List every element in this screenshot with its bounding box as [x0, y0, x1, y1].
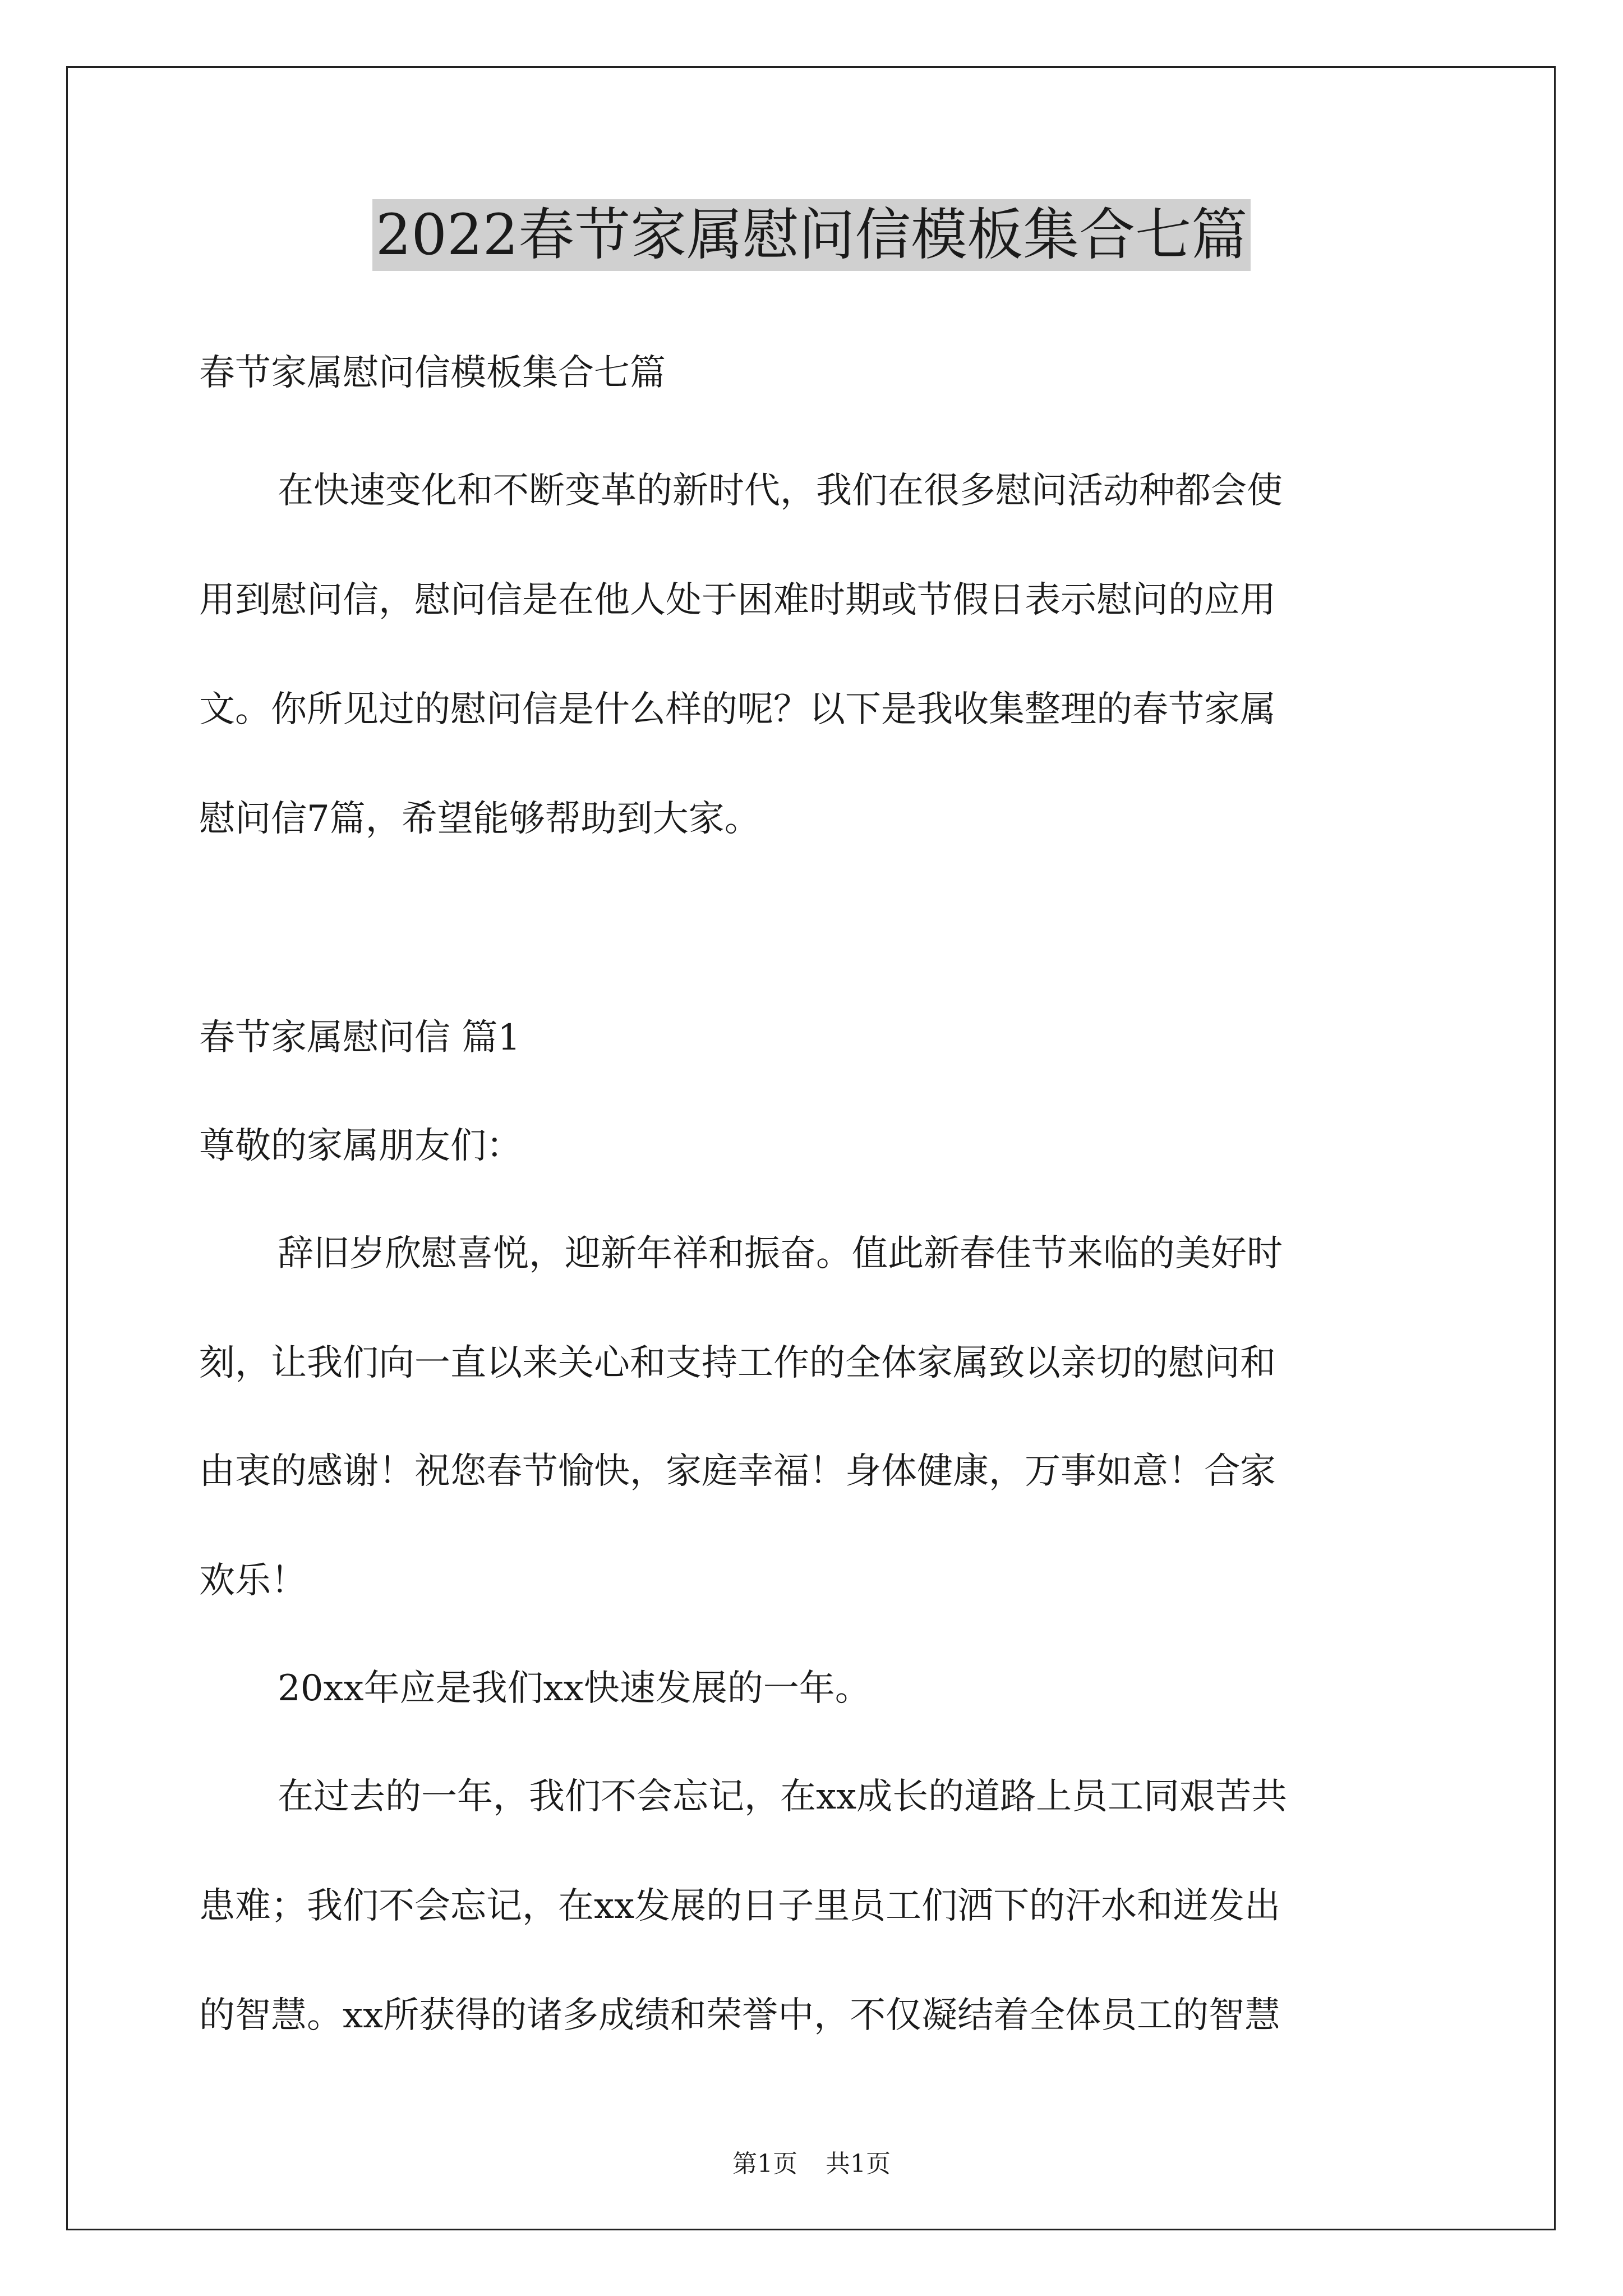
paragraph-line: 欢乐！: [199, 1560, 307, 1602]
document-title: 2022春节家属慰问信模板集合七篇: [372, 199, 1251, 271]
intro-line: 慰问信7篇，希望能够帮助到大家。: [199, 798, 760, 840]
section-heading: 春节家属慰问信 篇1: [199, 1017, 521, 1059]
title-block: [0, 199, 1623, 271]
paragraph-line: 由衷的感谢！祝您春节愉快，家庭幸福！身体健康，万事如意！合家: [199, 1451, 1276, 1492]
intro-line: 在快速变化和不断变革的新时代，我们在很多慰问活动种都会使: [278, 470, 1283, 512]
page-total: 共1页: [826, 2150, 891, 2178]
paragraph-line: 20xx年应是我们xx快速发展的一年。: [278, 1668, 871, 1709]
page-number: 第1页: [732, 2150, 797, 2178]
paragraph-line: 刻，让我们向一直以来关心和支持工作的全体家属致以亲切的慰问和: [199, 1342, 1276, 1384]
paragraph-line: 辞旧岁欣慰喜悦，迎新年祥和振奋。值此新春佳节来临的美好时: [278, 1233, 1283, 1274]
intro-line: 文。你所见过的慰问信是什么样的呢？以下是我收集整理的春节家属: [199, 689, 1276, 730]
intro-line: 用到慰问信，慰问信是在他人处于困难时期或节假日表示慰问的应用: [199, 579, 1276, 621]
page-footer: [0, 2148, 1623, 2180]
paragraph-line: 的智慧。xx所获得的诸多成绩和荣誉中，不仅凝结着全体员工的智慧: [199, 1995, 1281, 2036]
subtitle: 春节家属慰问信模板集合七篇: [199, 352, 666, 394]
paragraph-line: 患难；我们不会忘记，在xx发展的日子里员工们洒下的汗水和迸发出: [199, 1885, 1281, 1927]
paragraph-line: 在过去的一年，我们不会忘记，在xx成长的道路上员工同艰苦共: [278, 1776, 1288, 1818]
salutation: 尊敬的家属朋友们：: [199, 1125, 522, 1167]
